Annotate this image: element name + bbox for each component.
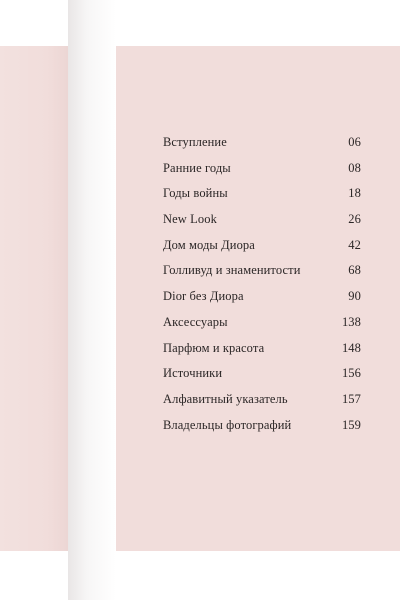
toc-entry-page: 157 xyxy=(341,391,361,406)
toc-entry-page: 42 xyxy=(348,237,361,252)
toc-entry-hollywood[interactable] xyxy=(163,263,361,289)
toc-entry-title: Аксессуары xyxy=(163,314,228,329)
toc-entry-title: Голливуд и знаменитости xyxy=(163,263,301,278)
toc-entry-dior-without-dior[interactable] xyxy=(163,289,361,315)
toc-entry-title: Парфюм и красота xyxy=(163,340,265,355)
toc-entry-page: 68 xyxy=(348,263,361,278)
table-of-contents xyxy=(163,135,361,443)
toc-entry-perfume[interactable] xyxy=(163,341,361,367)
left-page-tint xyxy=(0,46,68,551)
toc-entry-new-look[interactable] xyxy=(163,212,361,238)
toc-entry-page: 26 xyxy=(348,212,361,227)
toc-entry-title: New Look xyxy=(163,212,217,227)
toc-entry-page: 148 xyxy=(341,340,361,355)
toc-entry-photo-credits[interactable] xyxy=(163,418,361,444)
toc-entry-title: Dior без Диора xyxy=(163,289,244,304)
toc-entry-sources[interactable] xyxy=(163,366,361,392)
toc-entry-page: 08 xyxy=(348,160,361,175)
toc-entry-page: 138 xyxy=(341,314,361,329)
toc-entry-page: 90 xyxy=(348,289,361,304)
toc-entry-title: Вступление xyxy=(163,135,227,149)
toc-entry-title: Владельцы фотографий xyxy=(163,417,292,432)
toc-entry-early-years[interactable] xyxy=(163,161,361,187)
toc-entry-title: Дом моды Диора xyxy=(163,237,255,252)
toc-entry-page: 18 xyxy=(348,186,361,201)
toc-entry-title: Источники xyxy=(163,366,223,381)
toc-entry-index[interactable] xyxy=(163,392,361,418)
toc-entry-accessories[interactable] xyxy=(163,315,361,341)
toc-entry-title: Ранние годы xyxy=(163,160,231,175)
toc-entry-page: 06 xyxy=(348,135,361,149)
book-gutter xyxy=(68,0,116,600)
toc-entry-title: Годы войны xyxy=(163,186,228,201)
toc-entry-dior-house[interactable] xyxy=(163,238,361,264)
toc-entry-war-years[interactable] xyxy=(163,186,361,212)
toc-entry-title: Алфавитный указатель xyxy=(163,391,288,406)
toc-entry-page: 159 xyxy=(341,417,361,432)
toc-entry-intro[interactable] xyxy=(163,135,361,161)
toc-entry-page: 156 xyxy=(341,366,361,381)
